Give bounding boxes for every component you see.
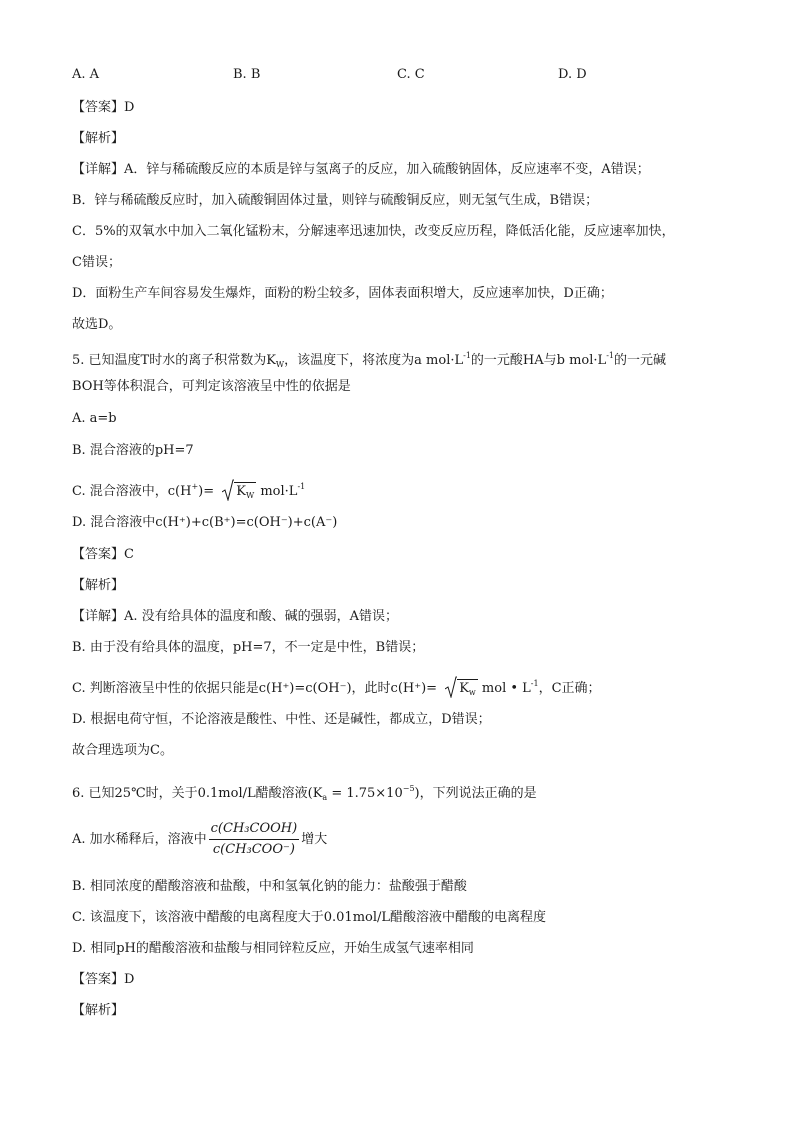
q5-detail-c-radicand-sub: w [468, 688, 476, 697]
q5-detail-c-radicand: K [459, 681, 469, 696]
q5-option-c-unit: mol·L [256, 484, 298, 499]
q6-ka-subscript: a [322, 793, 328, 802]
q5-option-b: B. 混合溶液的pH=7 [72, 443, 194, 458]
q6-option-a-suffix: 增大 [301, 832, 328, 847]
q5-stem-line1 [72, 347, 666, 374]
q5-option-c-eq: )= [198, 484, 215, 499]
q6-option-a-text: A. 加水稀释后，溶液中 [72, 832, 207, 847]
q4-conclusion: 故选D。 [72, 317, 122, 332]
q5-option-c-plus: + [191, 482, 199, 491]
q6-option-a [72, 818, 327, 862]
q4-option-c: C. C [397, 67, 425, 82]
q5-detail-d: D. 根据电荷守恒，不论溶液是酸性、中性、还是碱性，都成立，D错误； [72, 712, 491, 727]
q6-option-b: B. 相同浓度的醋酸溶液和盐酸，中和氢氧化钠的能力：盐酸强于醋酸 [72, 879, 467, 894]
q5-detail-c-text: C. 判断溶液呈中性的依据只能是c(H⁺)=c(OH⁻)，此时c(H⁺)= [72, 681, 438, 696]
q5-detail-b: B. 由于没有给具体的温度，pH=7，不一定是中性，B错误； [72, 640, 425, 655]
q4-option-d: D. D [558, 67, 587, 82]
q5-option-c-radicand: K [236, 484, 246, 499]
q5-stem-text-b: ，该温度下，将浓度为a mol·L [284, 353, 464, 368]
q5-kw-subscript: W [275, 360, 285, 369]
q6-stem-text-b: = 1.75×10 [327, 786, 403, 801]
q5-detail-c-unit-sup: -1 [530, 679, 539, 688]
q5-unit-sup-2: -1 [606, 351, 614, 360]
sqrt-symbol-icon [445, 679, 478, 702]
q5-option-c [72, 478, 305, 505]
q6-option-a-fraction [209, 819, 300, 860]
q4-answer: 【答案】D [72, 100, 135, 115]
q5-option-d: D. 混合溶液中c(H⁺)+c(B⁺)=c(OH⁻)+c(A⁻) [72, 515, 338, 530]
q5-unit-sup-1: -1 [463, 351, 471, 360]
q6-stem-text-c: )，下列说法正确的是 [414, 786, 537, 801]
q6-answer: 【答案】D [72, 972, 135, 987]
q4-detail-b: B．锌与稀硫酸反应时，加入硫酸铜固体过量，则锌与硫酸铜反应，则无氢气生成，B错误； [72, 193, 599, 208]
q5-analysis-heading: 【解析】 [72, 578, 125, 593]
q6-option-d: D. 相同pH的醋酸溶液和盐酸与相同锌粒反应，开始生成氢气速率相同 [72, 941, 474, 956]
q6-analysis-heading: 【解析】 [72, 1003, 125, 1018]
q4-option-b: B. B [233, 67, 261, 82]
q6-stem-text-a: 6. 已知25℃时，关于0.1mol/L醋酸溶液(K [72, 786, 323, 801]
q5-conclusion: 故合理选项为C。 [72, 743, 173, 758]
q5-answer: 【答案】C [72, 547, 134, 562]
q4-option-a: A. A [72, 67, 100, 82]
q5-stem-text-d: 的一元碱 [613, 353, 666, 368]
q5-stem-text-a: 5. 已知温度T时水的离子积常数为K [72, 353, 276, 368]
q4-detail-a: 【详解】A．锌与稀硫酸反应的本质是锌与氢离子的反应，加入硫酸钠固体，反应速率不变，A错误； [72, 162, 650, 177]
q5-detail-c-unit: mol • L [477, 681, 531, 696]
q5-option-c-text: C. 混合溶液中，c(H [72, 484, 192, 499]
q5-option-c-radicand-sub: W [245, 491, 255, 500]
q5-stem-line2: BOH等体积混合，可判定该溶液呈中性的依据是 [72, 379, 351, 394]
q4-detail-c-cont: C错误； [72, 255, 121, 270]
q6-option-c: C. 该温度下，该溶液中醋酸的电离程度大于0.01mol/L醋酸溶液中醋酸的电离程度 [72, 910, 547, 925]
q5-option-a: A. a=b [72, 411, 117, 426]
q5-stem-text-c: 的一元酸HA与b mol·L [470, 353, 607, 368]
q6-fraction-denominator: c(CH₃COO⁻) [212, 842, 295, 857]
q5-detail-a: 【详解】A. 没有给具体的温度和酸、碱的强弱，A错误； [72, 609, 399, 624]
q6-stem [72, 780, 537, 807]
q6-exponent: −5 [402, 784, 415, 793]
q4-detail-c: C．5%的双氧水中加入二氧化锰粉末，分解速率迅速加快，改变反应历程，降低活化能，反应速率加快， [72, 224, 675, 239]
q4-analysis-heading: 【解析】 [72, 131, 125, 146]
q5-option-c-unit-sup: -1 [297, 482, 306, 491]
q6-fraction-numerator: c(CH₃COOH) [209, 819, 300, 840]
q5-detail-c [72, 675, 601, 702]
q5-detail-c-end: ，C正确； [538, 681, 601, 696]
q4-detail-d: D．面粉生产车间容易发生爆炸，面粉的粉尘较多，固体表面积增大，反应速率加快，D正确； [72, 286, 613, 301]
sqrt-symbol-icon [222, 482, 256, 505]
